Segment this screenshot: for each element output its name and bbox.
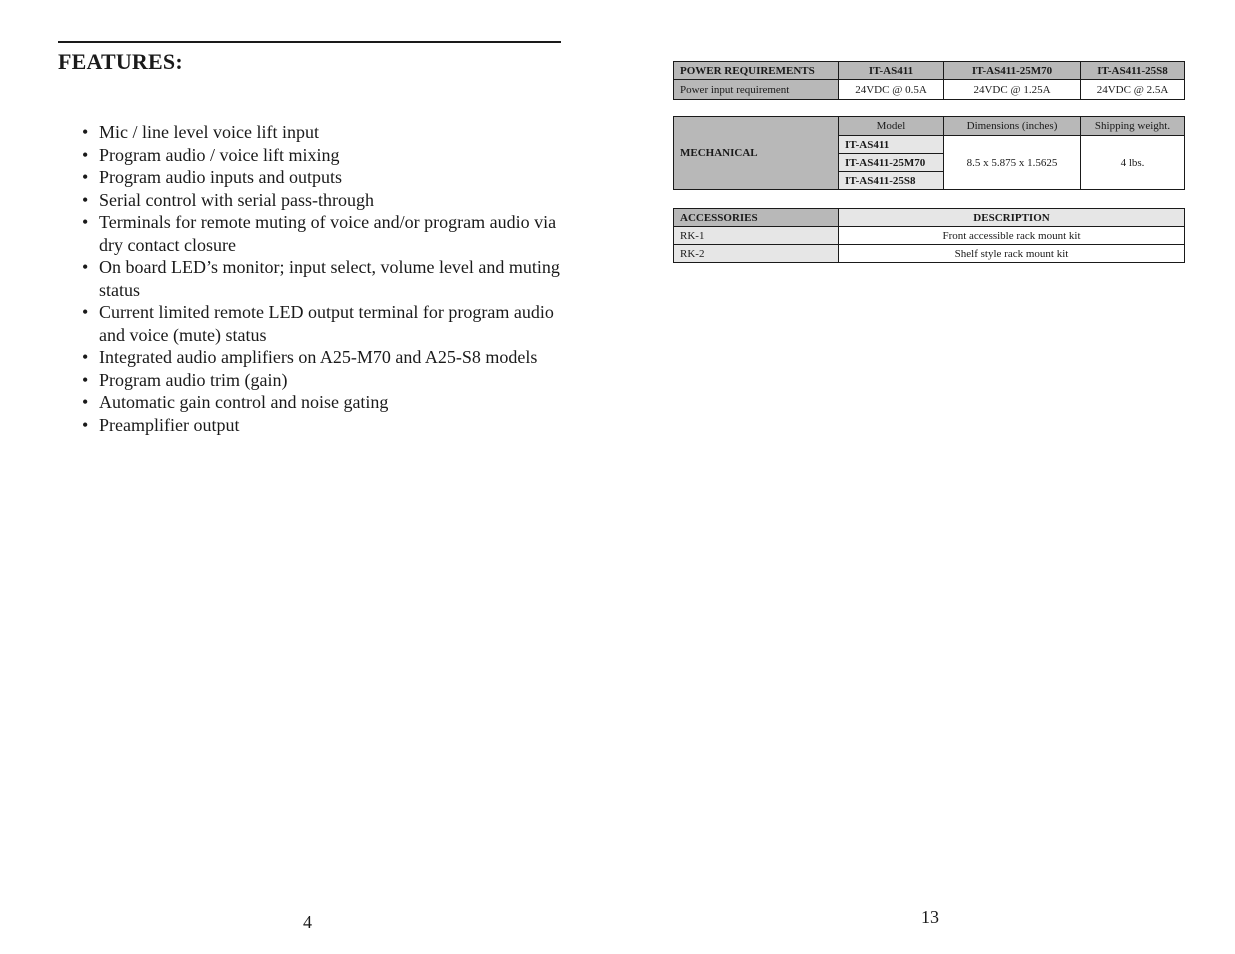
table-cell: Power input requirement (674, 80, 839, 100)
feature-item (82, 301, 582, 346)
feature-item (82, 166, 582, 189)
table-header-cell: Shipping weight. (1081, 117, 1185, 136)
heading-rule (58, 41, 561, 43)
bullet-icon: • (82, 369, 89, 390)
table-row (674, 227, 1185, 245)
feature-text: Program audio inputs and outputs (99, 167, 342, 187)
features-list (82, 121, 582, 436)
table-header-cell: Model (839, 117, 944, 136)
bullet-icon: • (82, 212, 89, 232)
table-cell: 24VDC @ 1.25A (944, 80, 1081, 100)
bullet-icon: • (82, 302, 89, 322)
table-header-cell: POWER REQUIREMENTS (674, 62, 839, 80)
bullet-icon: • (82, 189, 89, 210)
table-row (674, 245, 1185, 263)
mechanical-label: MECHANICAL (674, 117, 839, 190)
model-cell: IT-AS411 (839, 136, 944, 154)
feature-item (82, 144, 582, 167)
table-cell: Shelf style rack mount kit (839, 245, 1185, 263)
table-header-row (674, 62, 1185, 80)
feature-item (82, 189, 582, 212)
bullet-icon: • (82, 122, 89, 142)
accessories-table (673, 208, 1185, 263)
feature-item (82, 256, 582, 301)
feature-item (82, 391, 582, 414)
feature-text: Serial control with serial pass-through (99, 189, 374, 210)
feature-text: Automatic gain control and noise gating (99, 392, 389, 412)
table-header-cell: IT-AS411-25M70 (944, 62, 1081, 80)
table-cell: 24VDC @ 0.5A (839, 80, 944, 100)
bullet-icon: • (82, 414, 89, 435)
features-heading: FEATURES: (58, 49, 183, 74)
bullet-icon: • (82, 347, 89, 367)
feature-text: On board LED’s monitor; input select, volume level and muting status (99, 257, 560, 300)
bullet-icon: • (82, 392, 89, 412)
feature-text: Preamplifier output (99, 414, 240, 435)
table-header-cell: IT-AS411-25S8 (1081, 62, 1185, 80)
feature-item (82, 211, 582, 256)
feature-text: Integrated audio amplifiers on A25-M70 and A25-S8 models (99, 347, 538, 367)
power-requirements-table (673, 61, 1185, 100)
table-header-row (674, 209, 1185, 227)
table-header-row (674, 117, 1185, 136)
table-cell: Front accessible rack mount kit (839, 227, 1185, 245)
feature-text: Program audio trim (gain) (99, 369, 288, 390)
page-number-right: 13 (921, 907, 939, 927)
table-row (674, 80, 1185, 100)
feature-item (82, 346, 582, 369)
model-cell: IT-AS411-25S8 (839, 172, 944, 190)
feature-item (82, 369, 582, 392)
table-cell: 24VDC @ 2.5A (1081, 80, 1185, 100)
table-header-cell: ACCESSORIES (674, 209, 839, 227)
bullet-icon: • (82, 144, 89, 165)
table-header-cell: DESCRIPTION (839, 209, 1185, 227)
feature-item (82, 414, 582, 437)
feature-text: Mic / line level voice lift input (99, 122, 319, 142)
table-header-cell: Dimensions (inches) (944, 117, 1081, 136)
table-cell: RK-2 (674, 245, 839, 263)
feature-item (82, 121, 582, 144)
mechanical-table (673, 116, 1185, 190)
feature-text: Current limited remote LED output terminal for program audio and voice (mute) status (99, 302, 554, 345)
feature-text: Program audio / voice lift mixing (99, 144, 340, 165)
table-cell: RK-1 (674, 227, 839, 245)
table-header-cell: IT-AS411 (839, 62, 944, 80)
bullet-icon: • (82, 167, 89, 187)
weight-cell: 4 lbs. (1081, 136, 1185, 190)
model-cell: IT-AS411-25M70 (839, 154, 944, 172)
bullet-icon: • (82, 257, 89, 277)
page-number-left: 4 (303, 912, 312, 932)
dimensions-cell: 8.5 x 5.875 x 1.5625 (944, 136, 1081, 190)
feature-text: Terminals for remote muting of voice and/or program audio via dry contact closure (99, 212, 557, 255)
